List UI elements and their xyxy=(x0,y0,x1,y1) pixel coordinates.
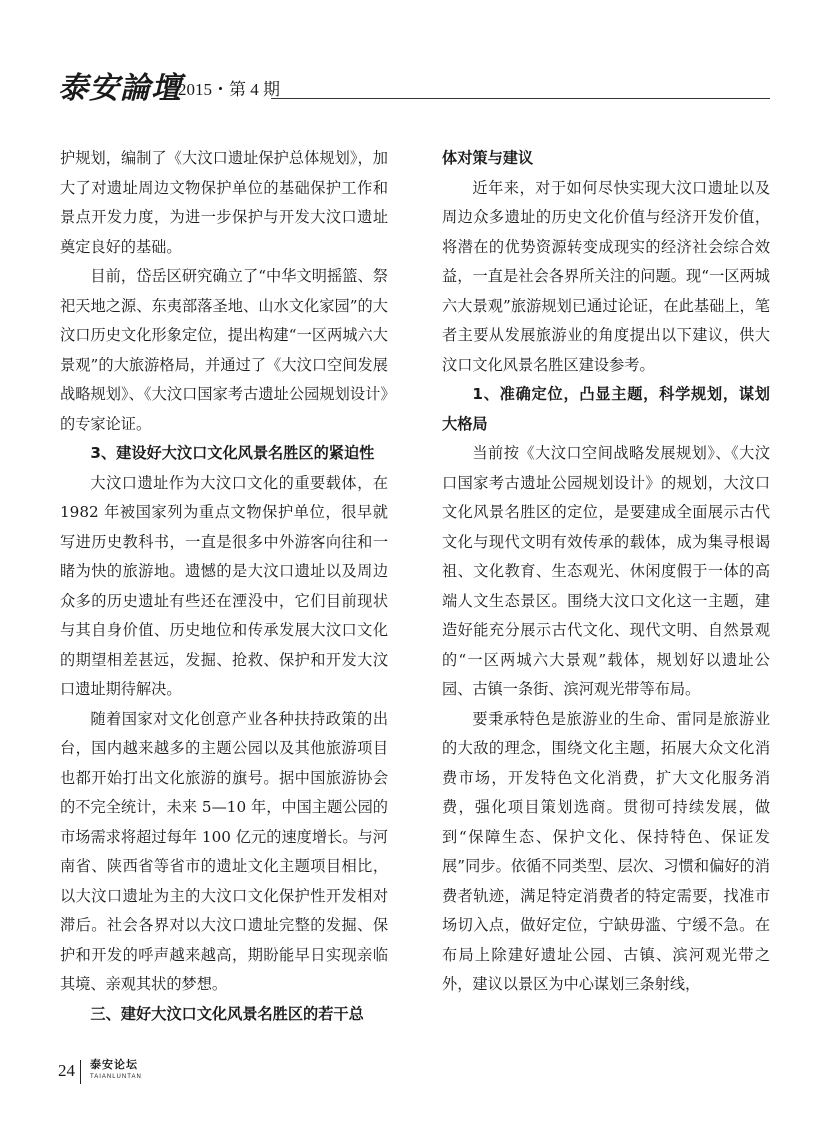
right-column xyxy=(442,144,770,1000)
footer-divider xyxy=(80,1060,81,1084)
section-heading: 三、建好大汶口文化风景名胜区的若干总 xyxy=(90,1004,364,1023)
paragraph: 要秉承特色是旅游业的生命、雷同是旅游业的大敌的理念，围绕文化主题，拓展大众文化消费市场，开发特色文化消费，扩大文化服务消费，强化项目策划选商。贯彻可持续发展，做到“保障生态、保护文化、保持特色、保证发展”同步。依循不同类型、层次、习惯和偏好的消费者轨迹，满足特定消费者的特定需要，找准市场切入点，做好定位，宁缺毋滥、宁缓不急。在布局上除建好遗址公园、古镇、滨河观光带之外，建议以景区为中心谋划三条射线， xyxy=(442,709,770,993)
left-column xyxy=(60,144,388,1029)
page-number: 24 xyxy=(58,1061,75,1080)
page-header xyxy=(58,72,770,106)
paragraph: 护规划，编制了《大汶口遗址保护总体规划》，加大了对遗址周边文物保护单位的基础保护工作和景点开发力度，为进一步保护与开发大汶口遗址奠定良好的基础。 xyxy=(60,149,388,256)
subsection-heading: 3、建设好大汶口文化风景名胜区的紧迫性 xyxy=(90,444,375,462)
section-heading-continued: 体对策与建议 xyxy=(442,149,534,167)
paragraph: 目前，岱岳区研究确立了“中华文明摇篮、祭祀天地之源、东夷部落圣地、山水文化家园”的大汶口历史文化形象定位，提出构建“一区两城六大景观”的大旅游格局，并通过了《大汶口空间发展战略规划》、《大汶口国家考古遗址公园规划设计》的专家论证。 xyxy=(60,267,388,433)
footer-journal-subtitle: TAIANLUNTAN xyxy=(90,1074,142,1080)
journal-name: 泰安論壇 xyxy=(58,71,182,106)
footer-journal-title: 泰安论坛 xyxy=(90,1058,138,1071)
subsection-heading: 1、准确定位，凸显主题，科学规划，谋划大格局 xyxy=(442,385,770,433)
page-footer xyxy=(58,1058,258,1088)
paragraph: 随着国家对文化创意产业各种扶持政策的出台，国内越来越多的主题公园以及其他旅游项目也都开始打出文化旅游的旗号。据中国旅游协会的不完全统计，未来 5—10 年，中国主题公园的市场需求将超过每年 100 亿元的速度增长。与河南省、陕西省等省市的遗址文化主题项目相比，以大汶口遗址为主的大汶口文化保护性开发相对滞后。社会各界对以大汶口遗址完整的发掘、保护和开发的呼声越来越高，期盼能早日实现亲临其境、亲观其状的梦想。 xyxy=(60,709,388,993)
header-rule xyxy=(271,98,770,99)
paragraph: 当前按《大汶口空间战略发展规划》、《大汶口国家考古遗址公园规划设计》的规划，大汶口文化风景名胜区的定位，是要建成全面展示古代文化与现代文明有效传承的载体，成为集寻根谒祖、文化教育、生态观光、休闲度假于一体的高端人文生态景区。围绕大汶口文化这一主题，建造好能充分展示古代文化、现代文明、自然景观的“一区两城六大景观”载体，规划好以遗址公园、古镇一条街、滨河观光带等布局。 xyxy=(442,444,770,698)
paragraph: 近年来，对于如何尽快实现大汶口遗址以及周边众多遗址的历史文化价值与经济开发价值，将潜在的优势资源转变成现实的经济社会综合效益，一直是社会各界所关注的问题。现“一区两城六大景观”旅游规划已通过论证，在此基础上，笔者主要从发展旅游业的角度提出以下建议，供大汶口文化风景名胜区建设参考。 xyxy=(442,178,770,374)
paragraph: 大汶口遗址作为大汶口文化的重要载体，在 1982 年被国家列为重点文物保护单位，很早就写进历史教科书，一直是很多中外游客向往和一睹为快的旅游地。遗憾的是大汶口遗址以及周边众多的历史遗址有些还在湮没中，它们目前现状与其自身价值、历史地位和传承发展大汶口文化的期望相差甚远，发掘、抢救、保护和开发大汶口遗址期待解决。 xyxy=(60,473,388,698)
issue-label: 2015・第 4 期 xyxy=(178,80,280,99)
